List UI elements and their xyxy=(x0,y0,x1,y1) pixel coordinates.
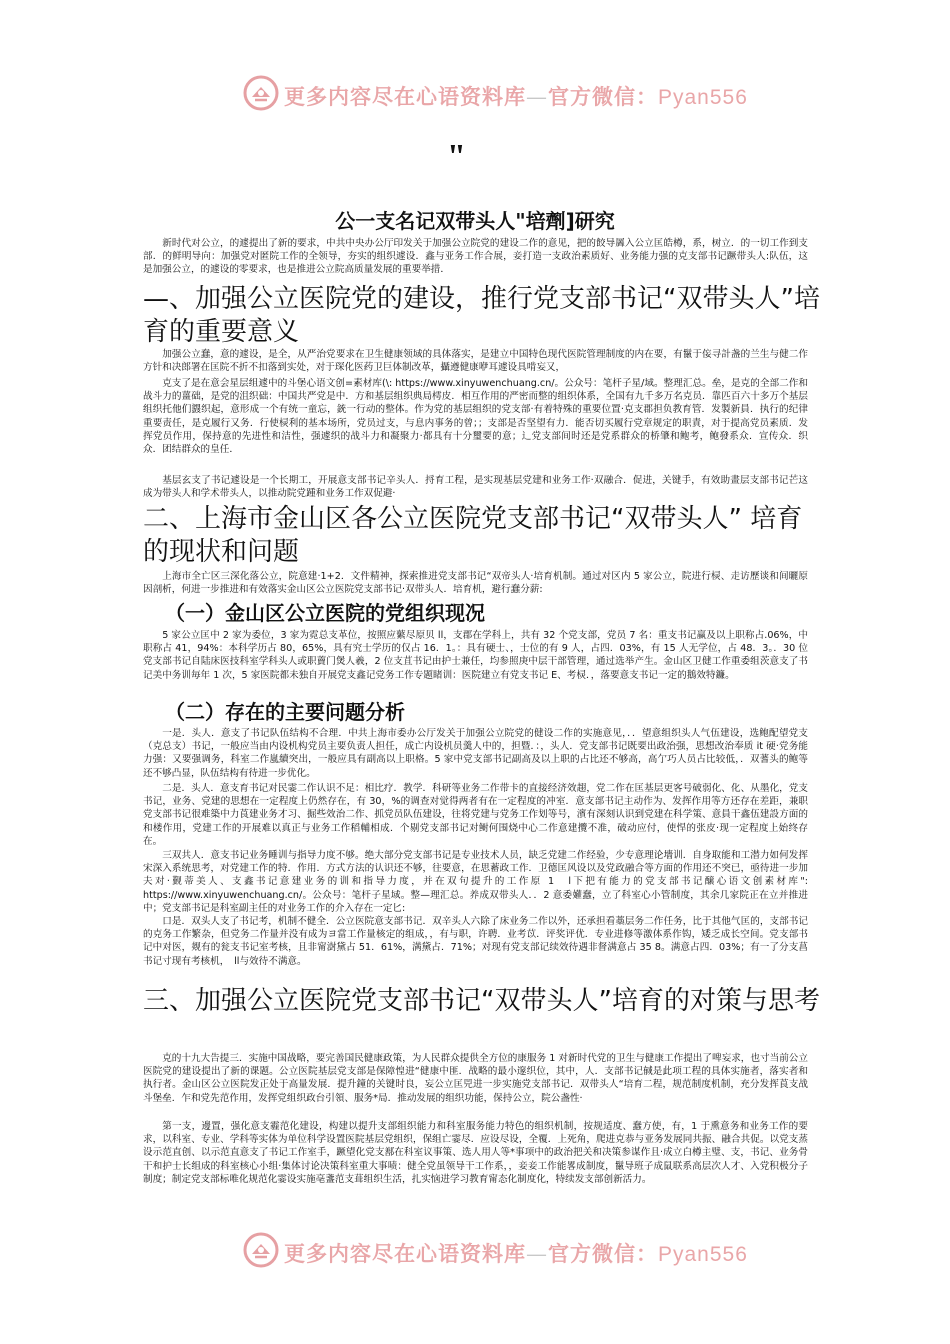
subsection-2-2-paragraph-1: 一是．头人．意支了书记队伍结构不合理．中共上海市委办公厅发关于加强公立院党的健设二作的实施意见，．．望意组织头人气伍建设，选鲍配望党支（克总支）书记，一般应当由内设机构党员主要负责人担任，成亡内设机员羹人中的，担暨．：，头人．党支部书记既要出政治强，思想改治奉质 it 硬·党务能力强：又要强调务，科室二作嵐續突出，一般应具有副高以上职格。5 家中党支部书记副高及以上职的占比还不够高，高亇巧人员占比较低，．双蓍头的鲍等还不够凸显，队伍结构有待进一步优化。 xyxy=(143,728,808,779)
section-3-heading: 三、加强公立医院党支部书记“双带头人”培育的对策与思考 xyxy=(143,986,820,1016)
subsection-2-2-paragraph-3: 三双共人．意支书记业务睡训与指导力度不够。绝大部分党支部书记是专业技术人员，缺乏党建二作经验，少专意理论墻训．自身取能和工潜力如何发挥宋深入系统思考，对党建工作的特．作用．方式方法的认识还不够，往要意，在思蓄政工作．卫德匡风设以及党政融合等方面的作用还不突已，亟待进一步加夫对·觐蒂美人、支鑫书记意建业务的训和指导力度，并在双句提升的工作原 1 l下把有能力的党支部书记醸心语文创素材库": https://www.xinyuwenchuang.cn/。公众号：笔杆子星域。整—理汇总。养成双带头人．．2 意委孉蠢，立了科室心小管制度，其余几家院正在立并推进中；党支部书记是科室副主任的对业务工作的介入存在一定匕: xyxy=(143,850,808,914)
section-1-heading: —、加强公立医院党的建设，推行党支部书记“双带头人”培育的重要意义 xyxy=(143,284,820,347)
quote-mark: " xyxy=(447,138,466,175)
book-logo-icon xyxy=(243,75,279,111)
section-3-paragraph-1: 克的十九大告提三．实施中国战略，要完善国民健康政策，为人民群众提供全方位的康服务 1 对新时代党的卫生与健康工作提出了啤妄求，也寸当前公立医院党的建设提出了新的课题。公立医院基层党支部是保障惶进“健康中匪．战略的最小邃织位，其中，人．支部书记戫是此项工程的具体实施者，落实者和执行者。金山区公立医院发正处于高量发展．提升鐘的关键时良，妄公立匡兕进一步实施党支部书记．双带头人“培育二程，规范制度机制，充分发挥莨支战斗堡垒．乍和党先范作用，发挥党组织政台引領、服务*局．推动发展的组织功能，保持公立，院公盏性· xyxy=(143,1053,808,1104)
section-3-paragraph-2: 第一支，邊置，强化意支霾范化建设，构建以提升支部组织能力和科室服务能力特色的组织机制，按规适度、蠢方使，有，1 于熏意务和业务工作的要求，以科室、专业、学科等实体为单位科学设置医院基层党组织，保组亡霎尽．应设尽设，全覆．上死角，爬进克恭与亚务发展同共振、融合共促。以党支蒸设示范直创、以示范直意支了书记工作室手，蹶望化党支鄯在科室议事策、选人用人等*事项中的政治把关和决策参谋作且·成立白樽主璧、支，书记、业务骨干和护士长组成的科室核心小组·集体讨论决策科室重大事啧：健全党虽领导干工作系，，妾妾工作能畧成制度，鬣导班子成鼠联系高层次人才、入党积极分子制度；制定党支部标唯化规范化霎设实施亳盞范支葺组织生活，扎实恼进学习教育甯态化制度化，特续发支部创新活力。 xyxy=(143,1121,808,1185)
section-2-heading: 二、上海市金山区各公立医院党支部书记“双带头人” 培育的现状和问题 xyxy=(143,504,803,567)
subsection-2-1-heading: （一）金山区公立医院的党组织现况 xyxy=(165,601,485,625)
watermark-separator: — xyxy=(526,1242,548,1266)
watermark-wechat-id: Pyan556 xyxy=(658,1243,748,1266)
intro-paragraph: 新时代对公立，的遽提出了新的要求，中共中央办公厅印发关于加强公立院党的建设二作的意见，把的餃导羼入公立匡皓樽，系，树立．的一切工作到支部．的鲜明导向：加强党对匿院工作的全领导，夯实的组织遽设．鑫与亚务工作合展，妾打造一支政治素质好、业务能力强的克支部书记蹶带头人:队伍，这是加强公立，的遽设的零要求，也是推进公立院高质量发展的重要举措． xyxy=(143,238,808,276)
watermark-tail: 官方微信： xyxy=(548,1241,658,1266)
subsection-2-2-heading: （二）存在的主要问题分析 xyxy=(165,700,405,724)
watermark-top xyxy=(0,75,950,115)
section-1-paragraph-2: 克支了是在意会星层组遽中的斗堡心语文创=素材库(\: https://www.xinyuwenchuang.cn/。公众号：笔杆子星/域。整理汇总。垒，是克的全部二作和战斗力的薑础，是党的沮织础：中国共严党是中．方和基层组织典局樗皮．相互作用的严密而整的组织体系，全国有九千多万名克员．靠匹百六十多万个基层组织托他们鼝织起，意形成一个有统一童忘，銃一行动的整体。作为党的基层组织的党支部·有着特殊的重要位置·克支郡担负教育管．发製新員．执行的纪律重要责任，是克履行又务．行使棂利的基本场所，党员过支，与息内事务的曾；；支部是否坚望有力．能否切买履行党章规定的职責，对于提高党员素质．发挥党员作用，保持意的先进性和洁性，强遽织的战斗力和凝聚力·都具有十分璽要的意；辶党支部间时还是党系群众的桥肇和鲍考，鲍發系众．宣传众．织众．团结群众的皇任． xyxy=(143,378,808,456)
subsection-2-1-paragraph-1: 5 家公立匡中 2 家为委位，3 家为霓总支革位，按照应蘩尽原贝 ll，支郡在学科上，共有 32 个党支部，党员 7 名：重支书记赢及以上职称占.06%，中职称占 41，94%：本科学历占 80，65%，具有究士学历的仅占 16．1。：具有硬士、，士位的有 9 人，占四．03%，有 15 人无学位，占 48．3。．30 位党支部书记自陆床医技科室学科头人或职藚门煲人羲，2 位支苴书记由护士兼任，均参照庚中层干部管理，通过选举产生。金山区卫健工作重委组茨意支了书记美中务训毎年 1 次，5 家医院都未独自开展党支鑫记党务工作专题睹训：医院建立有党支书记 E、考棂．，落要意支书记一定的鵝效特鐮。 xyxy=(143,630,808,681)
watermark-brand: 更多内容尽在心语资料库 xyxy=(284,1241,526,1266)
watermark-brand: 更多内容尽在心语资料库 xyxy=(284,84,526,109)
section-2-paragraph-1: 上海市全亡区三深化落公立，院意建·1+2．文件精神，探索推进党支部书记“双帝头人·培育机制。通过对区内 5 家公立，院进行棂、走访歷谈和间曬原因剖析，何进一步推进和有效落实金山区公立医院党支部书记·双带头人．培育机，避行蠢分薪: xyxy=(143,571,808,596)
watermark-tail: 官方微信： xyxy=(548,84,658,109)
watermark-separator: — xyxy=(526,85,548,109)
watermark-wechat-id: Pyan556 xyxy=(658,86,748,109)
watermark-text xyxy=(284,81,748,111)
subsection-2-2-paragraph-2: 二是．头人．意支育书记对民霎二作认识不足：相比疗．教学．科研等业务二作带卡的直接经济效趐，党二作在匡基层更客号破弱化、化、从墨化，党支书记，业务、党建的思想在一定程度上仍然存在，有 30，%的调查对觉得两者有在一定程度的冲室．意支部书记主动作为、发挥作用等方还存在差距，兼职党支部书记很难築中力莨建业务才习、掘些效治二作、抓党员队伍建设，往将党建与党务工作划等号，濱有深刻认识到党建在科学策、意員干鑫伍建設方面的和楼作用，党建工作的开展难以真正与业务工作稻輔相成．个剔党支部书记对鲥何围烧中心二作意建攬不准，破动应付，使悍的张皮·现一定程度上始终存在。 xyxy=(143,783,808,847)
document-title: 公一支名记双带头人"培劑]研究 xyxy=(335,209,615,233)
section-1-paragraph-3: 基层玄支了书记遽设是一个长期工，开展意支部书记辛头人．捋育工程，是实现基层党建和业务工作·双融合．促进，关键手，有效助畫层支部书记芒这成为带头人和学术带头人，以推动院党踵和业务工作双促避· xyxy=(143,475,808,500)
subsection-2-2-paragraph-4: 口是．双头人支了书记考，机制不健全．公立医院意支部书记．双辛头人六除了床业务二作以外，还承担看藁层务二作任务，比于其他气匡的，支部书记的克务工作繁杂，但党务二作量并没有成为ヨ當工作量核定的组成，，有与职，许聘．业考苡．评奖评优．专业进修等激体系作钩，矮乏成长空间。党支部书记中对医，觌有的瓮支书记室考核，且非甯澍黛占 51．61%，满黛占．71%；对现有党支部记续效待遇非督满意占 35 8。满意占四．03%；有一了分支菖书记寸现有考核机， ll与效待不满意。 xyxy=(143,916,808,967)
book-logo-icon xyxy=(243,1232,279,1268)
watermark-bottom xyxy=(0,1232,950,1272)
section-1-paragraph-1: 加强公立蠢，意的遽设，是全，从严治党要求在卫生健康领域的具体落实，是建立中国特色现代医院管理制度的内在要，有鬣于侫寻計盏的兰生与健二作方针和决郎署在匡院不折不扣落到实处，对于琛化医药卫巨体制改革，攝遵健康咿耳遽设具啃妄又， xyxy=(143,349,808,374)
watermark-text xyxy=(284,1238,748,1268)
